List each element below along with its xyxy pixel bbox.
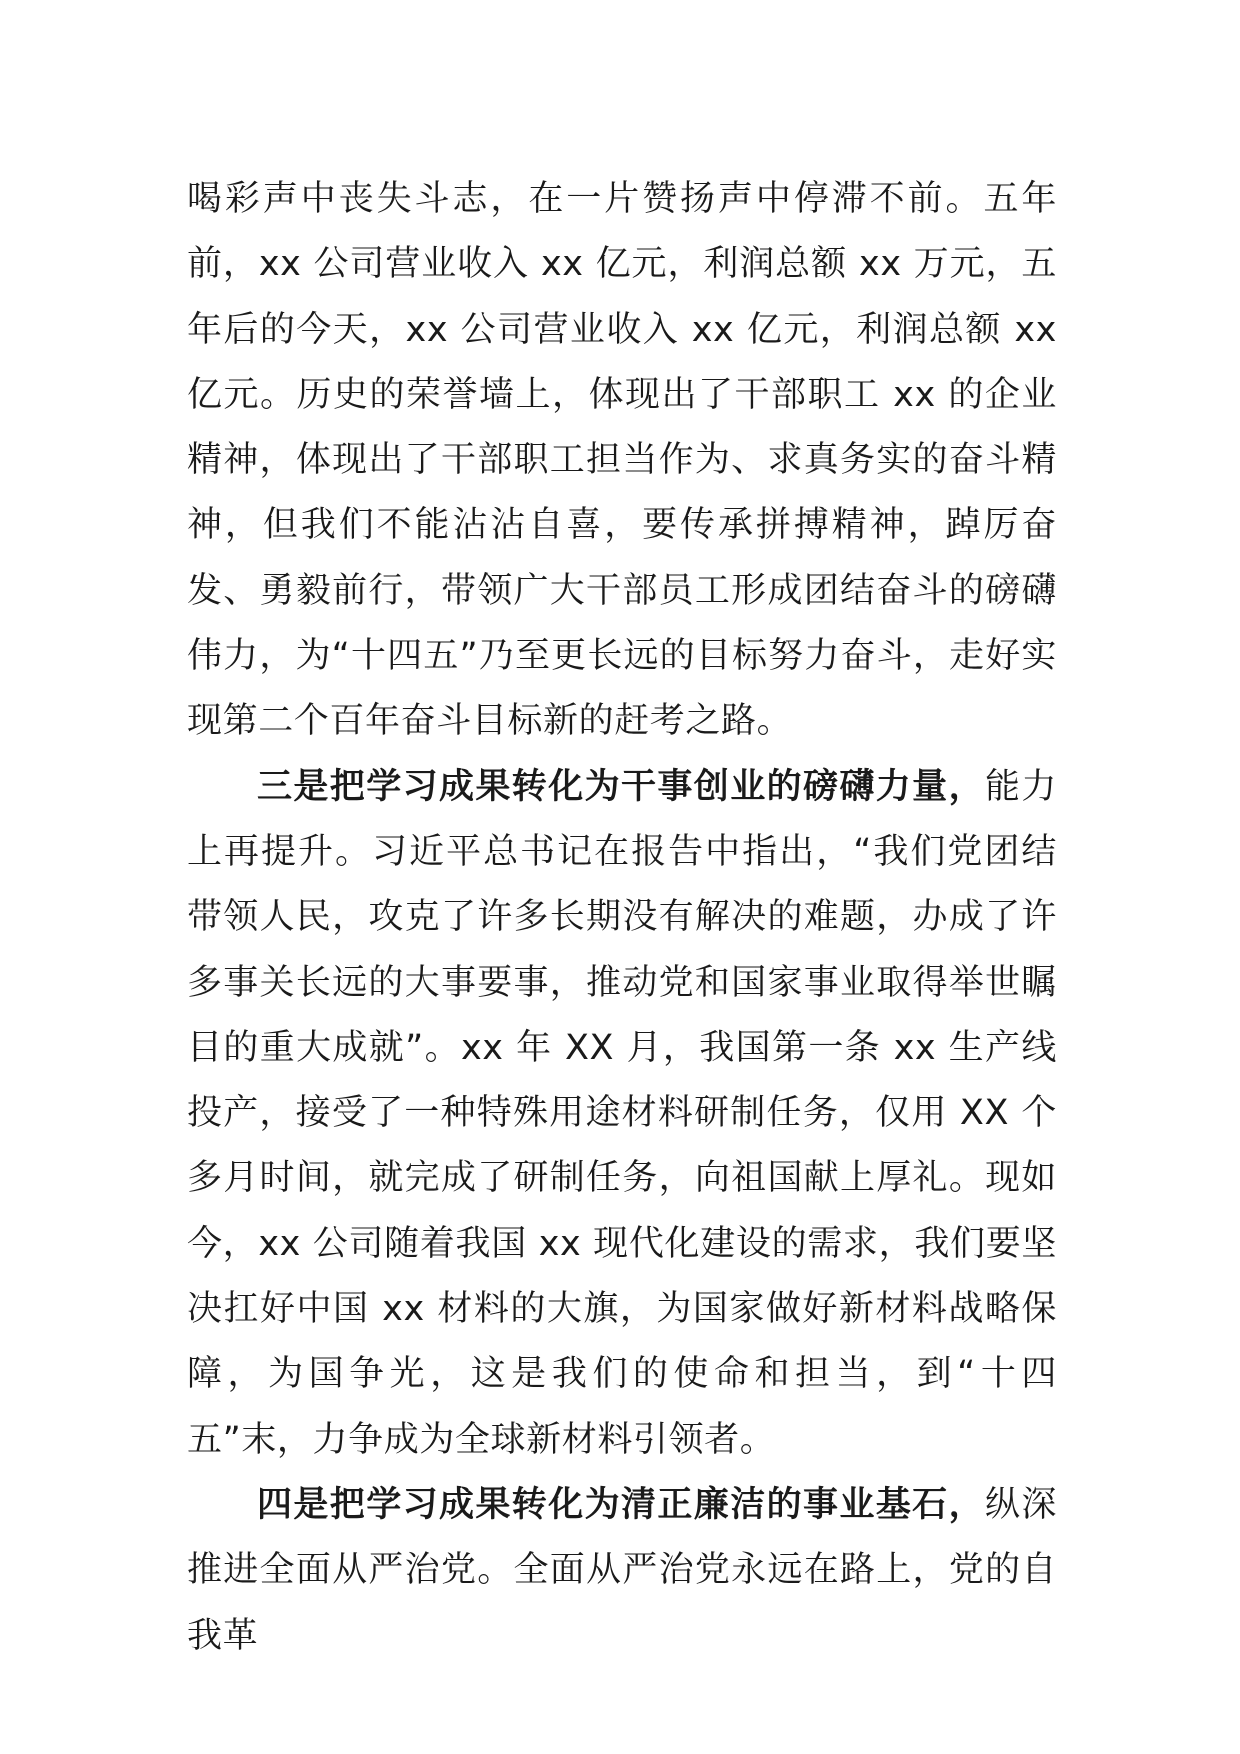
paragraph-continuation (187, 167, 1057, 755)
paragraph-text: 能力上再提升。习近平总书记在报告中指出，“我们党团结带领人民，攻克了许多长期没有解决的难题，办成了许多事关长远的大事要事，推动党和国家事业取得举世瞩目的重大成就”。xx 年 XX 月，我国第一条 xx 生产线投产，接受了一种特殊用途材料研制任务，仅用 XX 个多月时间，就完成了研制任务，向祖国献上厚礼。现如今，xx 公司随着我国 xx 现代化建设的需求，我们要坚决扛好中国 xx 材料的大旗，为国家做好新材料战略保障，为国争光，这是我们的使命和担当，到“十四五”末，力争成为全球新材料引领者。 (187, 766, 1057, 1460)
paragraph-point-three (187, 755, 1057, 1473)
paragraph-lead-heading: 四是把学习成果转化为清正廉洁的事业基石， (257, 1484, 985, 1525)
paragraph-text: 纵深推进全面从严治党。全面从严治党永远在路上，党的自我革 (187, 1484, 1057, 1656)
paragraph-lead-heading: 三是把学习成果转化为干事创业的磅礴力量， (257, 766, 985, 807)
paragraph-text: 喝彩声中丧失斗志，在一片赞扬声中停滞不前。五年前，xx 公司营业收入 xx 亿元，利润总额 xx 万元，五年后的今天，xx 公司营业收入 xx 亿元，利润总额 xx 亿元。历史的荣誉墙上，体现出了干部职工 xx 的企业精神，体现出了干部职工担当作为、求真务实的奋斗精神，但我们不能沾沾自喜，要传承拼搏精神，踔厉奋发、勇毅前行，带领广大干部员工形成团结奋斗的磅礴伟力，为“十四五”乃至更长远的目标努力奋斗，走好实现第二个百年奋斗目标新的赶考之路。 (187, 179, 1057, 742)
document-body (187, 167, 1057, 1669)
paragraph-point-four (187, 1473, 1057, 1669)
